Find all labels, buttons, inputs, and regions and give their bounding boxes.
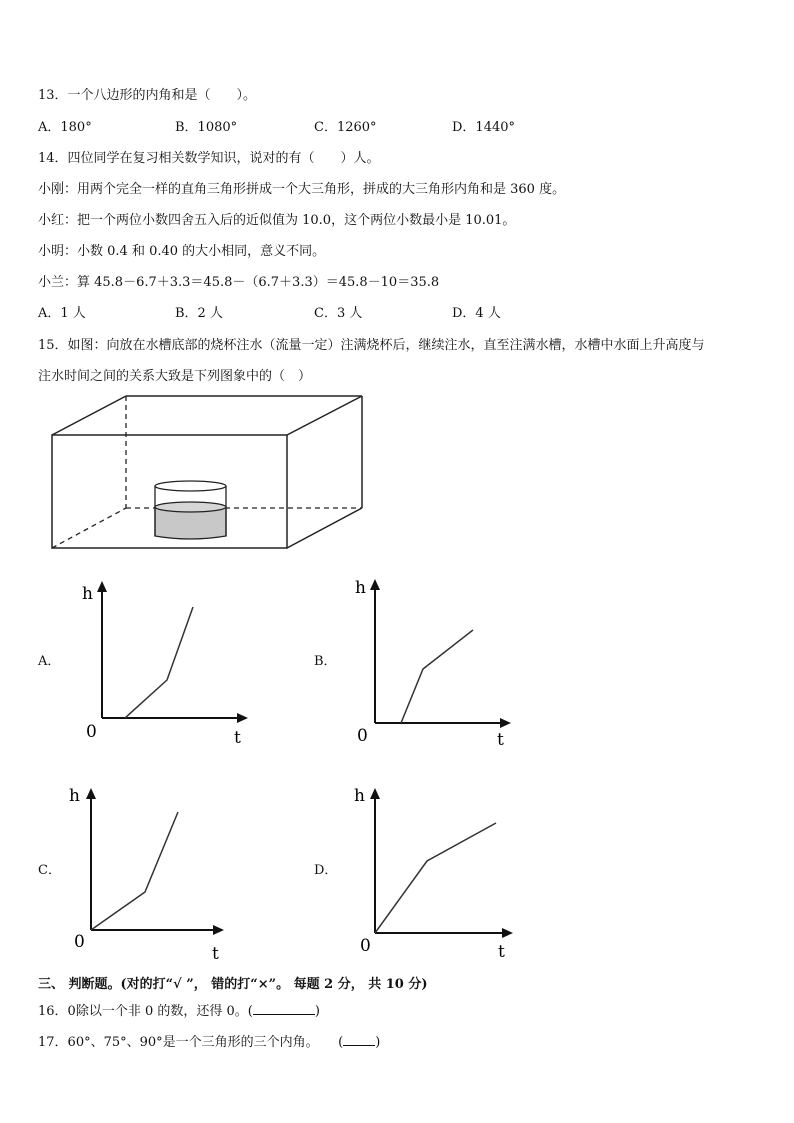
q17-text: 17．60°、75°、90°是一个三角形的三个内角。 ( <box>38 1035 344 1050</box>
q14-option-d: D．4 人 <box>452 306 501 321</box>
q13-option-b: B．1080° <box>175 120 238 135</box>
graph-d-letter: D． <box>314 863 338 878</box>
graph-c-y-label: h <box>69 786 80 806</box>
graph-c-letter: C． <box>38 863 61 878</box>
q15-stem-line1: 15．如图：向放在水槽底部的烧杯注水（流量一定）注满烧杯后，继续注水，直至注满水槽，水槽中水面上升高度与 <box>38 338 705 353</box>
graph-b-letter: B． <box>314 654 337 669</box>
q14-statement-xiaolan: 小兰：算 45.8－6.7＋3.3＝45.8－（6.7＋3.3）＝45.8－10＝35.8 <box>38 275 440 290</box>
graph-b-x-label: t <box>497 730 504 750</box>
q16-close-paren: ) <box>314 1004 320 1019</box>
graph-d-x-label: t <box>498 942 505 962</box>
q13-option-c: C．1260° <box>314 120 377 135</box>
graph-b-y-label: h <box>355 578 366 598</box>
graph-b <box>353 575 533 750</box>
q14-statement-xiaogang: 小刚：用两个完全一样的直角三角形拼成一个大三角形，拼成的大三角形内角和是 360 度。 <box>38 182 566 197</box>
q13-stem: 13．一个八边形的内角和是（ ）。 <box>38 88 257 103</box>
q14-stem: 14．四位同学在复习相关数学知识，说对的有（ ）人。 <box>38 151 380 166</box>
graph-a-y-label: h <box>82 584 93 604</box>
q14-option-c: C．3 人 <box>314 306 363 321</box>
q16 <box>38 1000 320 1019</box>
q14-option-b: B．2 人 <box>175 306 223 321</box>
q17 <box>38 1031 380 1050</box>
graph-a-letter: A． <box>38 654 61 669</box>
graph-b-origin: 0 <box>357 726 368 746</box>
q17-close-paren: ) <box>375 1035 381 1050</box>
graph-d-y-label: h <box>354 786 365 806</box>
q14-statement-xiaohong: 小红：把一个两位小数四舍五入后的近似值为 10.0，这个两位小数最小是 10.01。 <box>38 213 516 228</box>
q16-text: 16．0除以一个非 0 的数，还得 0。( <box>38 1004 253 1019</box>
section-3-heading: 三、 判断题。(对的打“√ ”， 错的打“×”。 每题 2 分， 共 10 分) <box>38 977 428 992</box>
q17-answer-blank[interactable] <box>343 1033 375 1046</box>
q13-option-a: A．180° <box>38 120 92 135</box>
graph-d-origin: 0 <box>360 936 371 956</box>
graph-a <box>80 575 260 750</box>
graph-c-origin: 0 <box>74 932 85 952</box>
q14-statement-xiaoming: 小明：小数 0.4 和 0.40 的大小相同，意义不同。 <box>38 244 326 259</box>
graph-a-origin: 0 <box>86 722 97 742</box>
beaker-icon <box>155 481 226 539</box>
graph-c <box>66 783 246 963</box>
graph-d <box>353 783 533 963</box>
q14-option-a: A．1 人 <box>38 306 86 321</box>
q16-answer-blank[interactable] <box>253 1002 315 1015</box>
q13-option-d: D．1440° <box>452 120 516 135</box>
tank-with-beaker-figure <box>40 390 380 555</box>
graph-a-x-label: t <box>234 728 241 748</box>
q15-stem-line2: 注水时间之间的关系大致是下列图象中的（ ） <box>38 369 312 384</box>
graph-c-x-label: t <box>212 944 219 963</box>
